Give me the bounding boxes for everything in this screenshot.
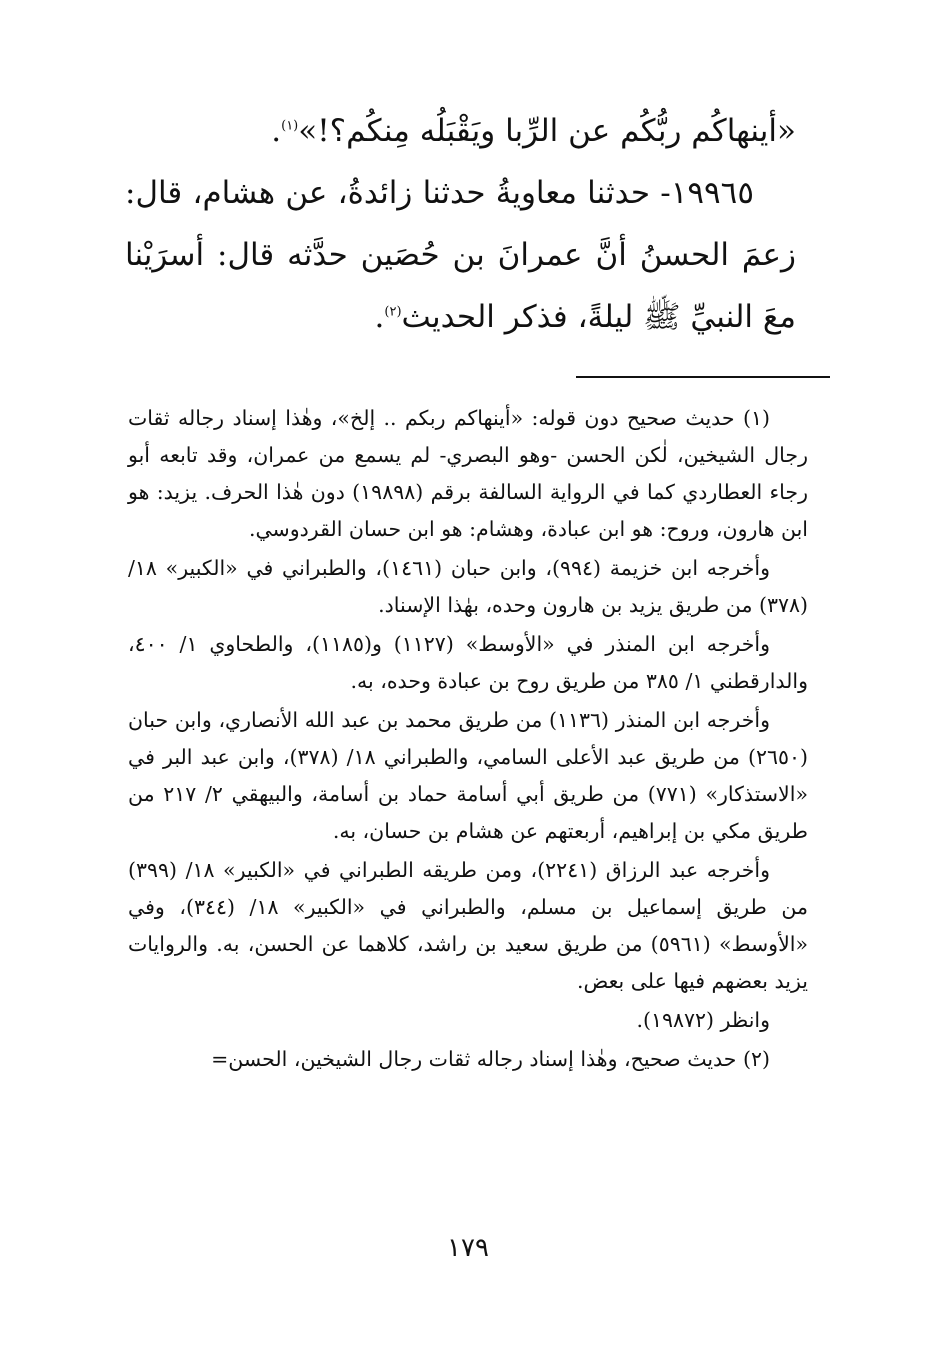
footnote-separator	[576, 376, 830, 378]
period: .	[271, 113, 282, 149]
footnote-ref-1: (١)	[281, 118, 299, 134]
hadith-19965	[125, 162, 796, 348]
footnotes	[128, 400, 808, 1080]
page-number: ١٧٩	[447, 1233, 489, 1263]
footnote-paragraph: وأخرجه ابن خزيمة (٩٩٤)، وابن حبان (١٤٦١)، والطبراني في «الكبير» ١٨/ (٣٧٨) من طريق يزيد بن هارون وحده، بهٰذا الإسناد.	[128, 556, 808, 617]
footnote-paragraph: وانظر (١٩٨٧٢).	[636, 1008, 770, 1032]
hadith-ending	[125, 100, 796, 162]
footnote-paragraph: وأخرجه عبد الرزاق (٢٢٤١)، ومن طريقه الطبراني في «الكبير» ١٨/ (٣٩٩) من طريق إسماعيل بن مسلم، والطبراني في «الكبير» ١٨/ (٣٤٤)، وفي «الأوسط» (٥٩٦١) من طريق سعيد بن راشد، كلاهما عن الحسن، به. والروايات يزيد بعضهم فيها على بعض.	[128, 858, 809, 993]
hadith-quote: «أينهاكُم ربُّكُم عن الرِّبا ويَقْبَلُه مِنكُم؟!»	[298, 113, 796, 149]
main-text	[125, 100, 796, 348]
footnote-paragraph: (٢) حديث صحيح، وهٰذا إسناد رجاله ثقات رجال الشيخين، الحسن=	[211, 1047, 770, 1071]
hadith-text: ١٩٩٦٥- حدثنا معاويةُ حدثنا زائدةُ، عن هشام، قال: زعمَ الحسنُ أنَّ عمرانَ بن حُصَين حدَّثه قال: أسرَيْنا معَ النبيِّ ﷺ ليلةً، فذكر الحديث	[125, 175, 796, 335]
footnote-paragraph: (١) حديث صحيح دون قوله: «أينهاكم ربكم .. إلخ»، وهٰذا إسناد رجاله ثقات رجال الشيخين، لٰكن الحسن -وهو البصري- لم يسمع من عمران، وقد تابعه أبو رجاء العطاردي كما في الرواية السالفة برقم (١٩٨٩٨) دون هٰذا الحرف. يزيد: هو ابن هارون، وروح: هو ابن عبادة، وهشام: هو ابن حسان القردوسي.	[128, 406, 808, 541]
period: .	[374, 299, 385, 335]
footnote-paragraph: وأخرجه ابن المنذر (١١٣٦) من طريق محمد بن عبد الله الأنصاري، وابن حبان (٢٦٥٠) من طريق عبد الأعلى السامي، والطبراني ١٨/ (٣٧٨)، وابن عبد البر في «الاستذكار» (٧٧١) من طريق أبي أسامة حماد بن أسامة، والبيهقي ٢/ ٢١٧ من طريق مكي بن إبراهيم، أربعتهم عن هشام بن حسان، به.	[128, 708, 809, 843]
footnote-ref-2: (٢)	[384, 304, 402, 320]
footnote-paragraph: وأخرجه ابن المنذر في «الأوسط» (١١٢٧) و(١١٨٥)، والطحاوي ١/ ٤٠٠، والدارقطني ١/ ٣٨٥ من طريق روح بن عبادة وحده، به.	[128, 632, 808, 693]
